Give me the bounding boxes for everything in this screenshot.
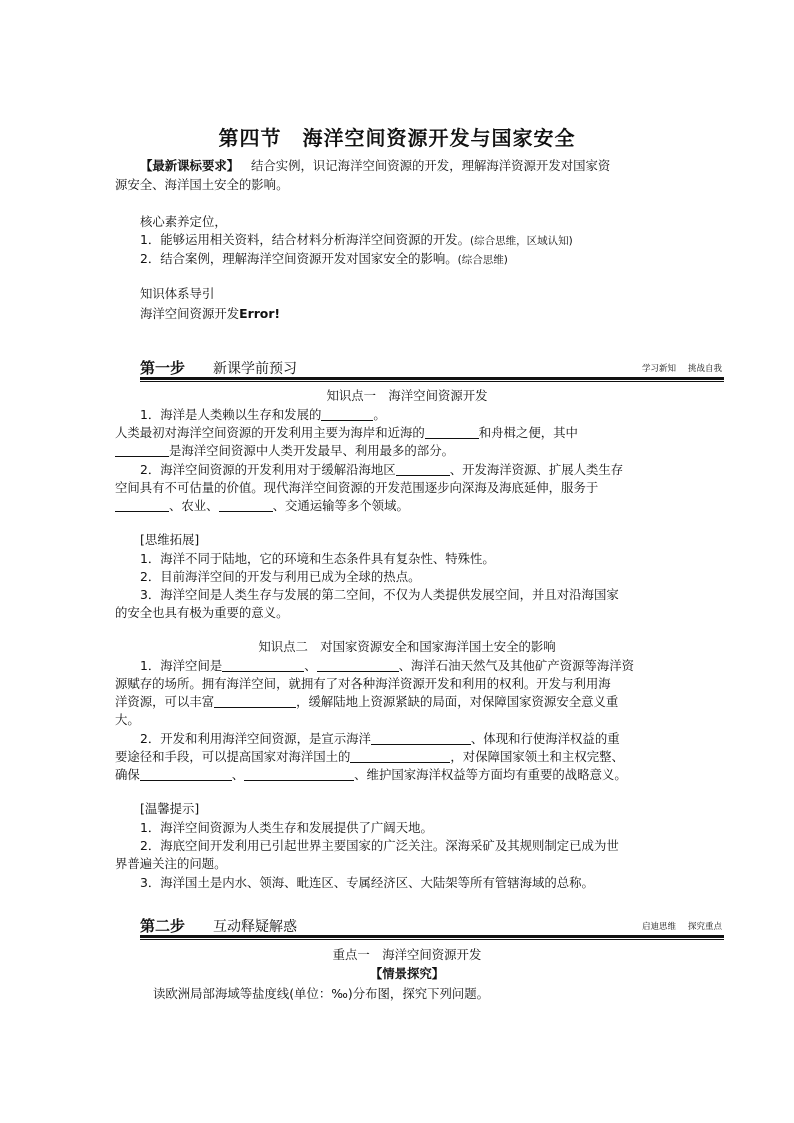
point-1-line-6 bbox=[115, 497, 409, 514]
point-2-line-5 bbox=[140, 730, 620, 747]
literacy-item-2-text: 2．结合案例，理解海洋空间资源开发对国家安全的影响。 bbox=[140, 251, 458, 266]
point-2-line-4: 大。 bbox=[115, 712, 140, 727]
step-1-tags bbox=[642, 362, 722, 374]
standards-text-1: 结合实例，识记海洋空间资源的开发，理解海洋资源开发对国家资 bbox=[250, 158, 611, 173]
point-2-l6b: ，对保障国家领土和主权完整、 bbox=[450, 749, 624, 764]
standards-label: 【最新课标要求】 bbox=[140, 158, 240, 173]
fill-blank[interactable] bbox=[317, 659, 399, 672]
literacy-item-1 bbox=[140, 231, 573, 250]
point-1-l2b: 和舟楫之便，其中 bbox=[478, 425, 578, 440]
literacy-item-1-text: 1．能够运用相关资料，结合材料分析海洋空间资源的开发。 bbox=[140, 232, 471, 247]
point-2-heading: 知识点二 对国家资源安全和国家海洋国土安全的影响 bbox=[258, 639, 556, 654]
point-1-l4a: 2．海洋空间资源的开发利用对于缓解沿海地区 bbox=[140, 462, 396, 477]
point-1-l4b: 、开发海洋资源、扩展人类生存 bbox=[449, 462, 624, 477]
fill-blank[interactable] bbox=[425, 426, 479, 439]
knowledge-guide-error: Error! bbox=[239, 306, 281, 321]
standards-text-2: 源安全、海洋国土安全的影响。 bbox=[115, 177, 289, 192]
point-2-l3a: 洋资源，可以丰富 bbox=[115, 694, 215, 709]
point-2-line-7 bbox=[115, 766, 627, 783]
thinking-item-2: 2．目前海洋空间的开发与利用已成为全球的热点。 bbox=[140, 569, 421, 584]
point-2-line-2: 源赋存的场所。拥有海洋空间，就拥有了对各种海洋资源开发和利用的权利。开发与利用海 bbox=[115, 676, 611, 691]
point-2-l1b: 、 bbox=[304, 658, 317, 673]
page-title: 第四节 海洋空间资源开发与国家安全 bbox=[218, 126, 576, 150]
tips-item-3: 3．海洋国土是内水、领海、毗连区、专属经济区、大陆架等所有管辖海域的总称。 bbox=[140, 875, 594, 890]
standards-line-1 bbox=[140, 157, 610, 174]
step-2-rule-thin bbox=[140, 939, 724, 940]
fill-blank[interactable] bbox=[115, 499, 169, 512]
point-1-l2a: 人类最初对海洋空间资源的开发利用主要为海岸和近海的 bbox=[115, 425, 425, 440]
thinking-item-3: 3．海洋空间是人类生存与发展的第二空间，不仅为人类提供发展空间，并且对沿海国家 bbox=[140, 587, 619, 602]
step-2-tag-1: 启迪思维 bbox=[641, 922, 676, 932]
point-2-l7b: 、 bbox=[231, 767, 245, 782]
literacy-item-1-tag: (综合思维，区域认知) bbox=[470, 235, 573, 247]
point-1-l3: 是海洋空间资源中人类开发最早、利用最多的部分。 bbox=[169, 443, 454, 458]
focus-1-text: 读欧洲局部海域等盐度线(单位：‰)分布图，探究下列问题。 bbox=[153, 986, 490, 1001]
point-2-l6a: 要途径和手段，可以提高国家对海洋国土的 bbox=[115, 749, 351, 764]
point-1-heading: 知识点一 海洋空间资源开发 bbox=[326, 388, 488, 403]
point-2-l5a: 2．开发和利用海洋空间资源，是宣示海洋 bbox=[140, 731, 371, 746]
literacy-item-2-tag: (综合思维) bbox=[457, 254, 508, 266]
literacy-item-2 bbox=[140, 250, 508, 269]
fill-blank[interactable] bbox=[214, 695, 296, 708]
step-1-bar bbox=[140, 357, 724, 379]
point-2-line-1 bbox=[140, 657, 634, 674]
step-1-number: 第一步 bbox=[140, 359, 186, 377]
tips-item-2-cont: 界普遍关注的问题。 bbox=[115, 856, 227, 871]
step-1-tag-2: 挑战自我 bbox=[687, 364, 722, 374]
fill-blank[interactable] bbox=[396, 463, 450, 476]
point-1-l6a: 、农业、 bbox=[169, 498, 219, 513]
knowledge-guide-line bbox=[140, 305, 280, 322]
point-1-line-5: 空间具有不可估量的价值。现代海洋空间资源的开发范围逐步向深海及海底延伸，服务于 bbox=[115, 480, 599, 495]
point-1-line-4 bbox=[140, 461, 623, 478]
point-1-line-3 bbox=[115, 442, 454, 459]
knowledge-guide-text: 海洋空间资源开发 bbox=[140, 306, 240, 321]
fill-blank[interactable] bbox=[115, 444, 169, 457]
tips-item-2: 2．海底空间开发利用已引起世界主要国家的广泛关注。深海采矿及其规则制定已成为世 bbox=[140, 838, 619, 853]
step-2-title: 互动释疑解惑 bbox=[213, 919, 297, 935]
fill-blank[interactable] bbox=[140, 768, 232, 781]
thinking-item-1: 1．海洋不同于陆地，它的环境和生态条件具有复杂性、特殊性。 bbox=[140, 551, 495, 566]
step-1-tag-1: 学习新知 bbox=[641, 364, 676, 374]
step-2-number: 第二步 bbox=[140, 917, 186, 935]
point-1-l1a: 1．海洋是人类赖以生存和发展的 bbox=[140, 407, 322, 422]
step-2-bar bbox=[140, 915, 724, 937]
step-1-title: 新课学前预习 bbox=[213, 361, 297, 377]
step-2-tags bbox=[642, 920, 722, 932]
literacy-heading: 核心素养定位， bbox=[140, 214, 227, 229]
tips-item-1: 1．海洋空间资源为人类生存和发展提供了广阔天地。 bbox=[140, 820, 433, 835]
thinking-heading: [思维拓展] bbox=[140, 532, 200, 547]
point-1-l6b: 、交通运输等多个领域。 bbox=[272, 498, 409, 513]
point-2-l3b: ，缓解陆地上资源紧缺的局面，对保障国家资源安全意义重 bbox=[296, 694, 619, 709]
fill-blank[interactable] bbox=[244, 768, 354, 781]
point-2-l7c: 、维护国家海洋权益等方面均有重要的战略意义。 bbox=[354, 767, 627, 782]
point-2-l1c: 、海洋石油天然气及其他矿产资源等海洋资 bbox=[398, 658, 635, 673]
point-1-line-2 bbox=[115, 424, 578, 441]
focus-1-subheading: 【情景探究】 bbox=[369, 966, 445, 981]
fill-blank[interactable] bbox=[219, 499, 273, 512]
step-1-rule-thin bbox=[140, 381, 724, 382]
step-1-rule bbox=[140, 377, 724, 380]
fill-blank[interactable] bbox=[350, 750, 450, 763]
knowledge-guide-heading: 知识体系导引 bbox=[140, 286, 215, 301]
point-1-line-1 bbox=[140, 406, 386, 423]
point-2-l1a: 1．海洋空间是 bbox=[140, 658, 223, 673]
point-2-l7a: 确保 bbox=[115, 767, 140, 782]
focus-1-heading: 重点一 海洋空间资源开发 bbox=[332, 947, 482, 962]
step-2-rule bbox=[140, 935, 724, 938]
thinking-item-3-cont: 的安全也具有极为重要的意义。 bbox=[115, 605, 289, 620]
point-1-l1b: 。 bbox=[373, 407, 386, 422]
point-2-line-3 bbox=[115, 693, 618, 710]
point-2-l5b: 、体现和行使海洋权益的重 bbox=[470, 731, 620, 746]
fill-blank[interactable] bbox=[222, 659, 304, 672]
fill-blank[interactable] bbox=[321, 408, 373, 421]
point-2-line-6 bbox=[115, 748, 624, 765]
fill-blank[interactable] bbox=[371, 732, 471, 745]
tips-heading: [温馨提示] bbox=[140, 801, 200, 816]
step-2-tag-2: 探究重点 bbox=[687, 922, 722, 932]
